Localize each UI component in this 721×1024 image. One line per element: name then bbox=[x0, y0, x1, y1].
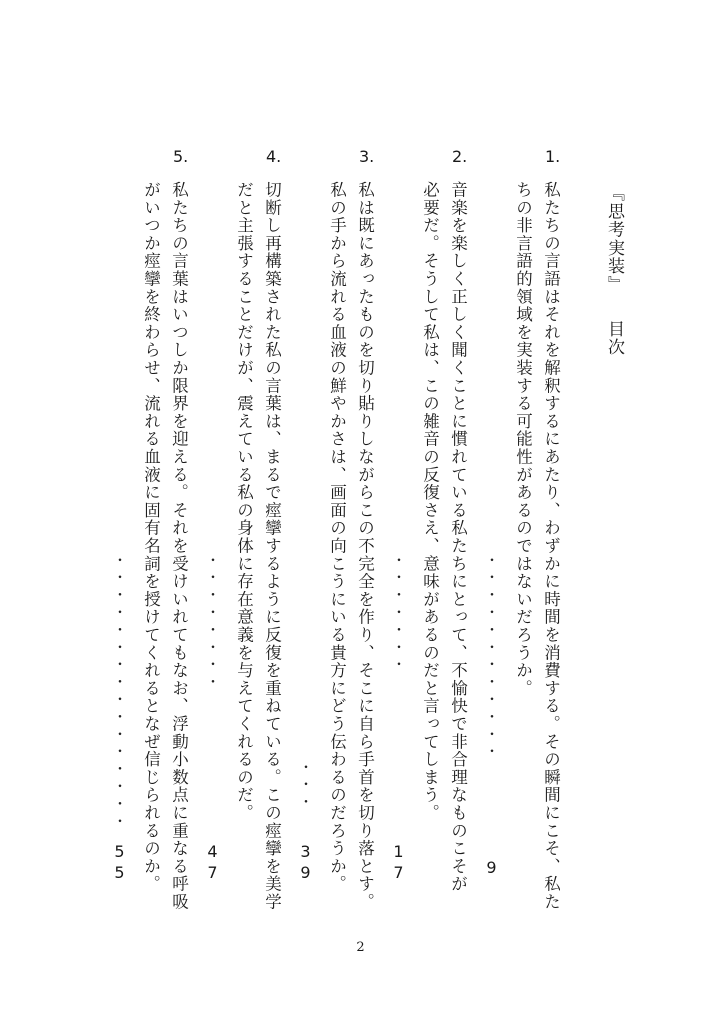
toc-leader-dots: ・・・・・・・・ bbox=[204, 553, 220, 693]
entry-text-line: 私の手から流れる血液の鮮やかさは、画面の向こうにいる貴方にどう伝わるのだろうか。 bbox=[327, 181, 347, 893]
entry-number: 1. bbox=[545, 147, 561, 166]
entry-page-number: 9 bbox=[482, 858, 501, 879]
entry-text-line: 音楽を楽しく正しく聞くことに慣れている私たちにとって、不愉快で非合理なものこそが bbox=[448, 181, 468, 893]
toc-title bbox=[605, 184, 622, 356]
book-title: 『思考実装』 bbox=[604, 184, 624, 294]
entry-text-line: がいつか痙攣を終わらせ、流れる血液に固有名詞を授けてくれるとなぜ信じられるのか。 bbox=[141, 181, 161, 893]
entry-text-line: だと主張することだけが、震えている私の身体に存在意義を与えてくれるのだ。 bbox=[234, 181, 254, 822]
entry-text-line: 必要だ。そうして私は、この雑音の反復さえ、意味があるのだと言ってしまう。 bbox=[420, 181, 440, 822]
entry-page-number: 55 bbox=[110, 842, 129, 884]
entry-number: 4. bbox=[266, 147, 282, 166]
entry-text-line: 私たちの言葉はいつしか限界を迎える。それを受けいれてもなお、浮動小数点に重なる呼吸 bbox=[169, 181, 189, 911]
toc-leader-dots: ・・・・・・・ bbox=[390, 553, 406, 675]
entry-number: 2. bbox=[452, 147, 468, 166]
entry-text-line: ちの非言語的領域を実装する可能性があるのではないだろうか。 bbox=[513, 181, 533, 698]
entry-text-line: 私たちの言語はそれを解釈するにあたり、わずかに時間を消費する。その瞬間にこそ、私た bbox=[541, 181, 561, 911]
toc-heading: 目次 bbox=[604, 319, 624, 357]
page-folio: 2 bbox=[356, 940, 365, 955]
entry-page-number: 47 bbox=[203, 842, 222, 884]
entry-page-number: 39 bbox=[296, 842, 315, 884]
entry-text-line: 切断し再構築された私の言葉は、まるで痙攣するように反復を重ねている。この痙攣を美学 bbox=[262, 181, 282, 911]
toc-leader-dots: ・・・・・・・・・・・・・・・・ bbox=[111, 553, 127, 832]
entry-number: 3. bbox=[359, 147, 375, 166]
entry-page-number: 17 bbox=[389, 842, 408, 884]
entry-text-line: 私は既にあったものを切り貼りしながらこの不完全を作り、そこに自ら手首を切り落とす。 bbox=[355, 181, 375, 911]
entry-number: 5. bbox=[173, 147, 189, 166]
toc-leader-dots: ・・・ bbox=[297, 760, 313, 813]
toc-leader-dots: ・・・・・・・・・・・・ bbox=[483, 553, 499, 762]
